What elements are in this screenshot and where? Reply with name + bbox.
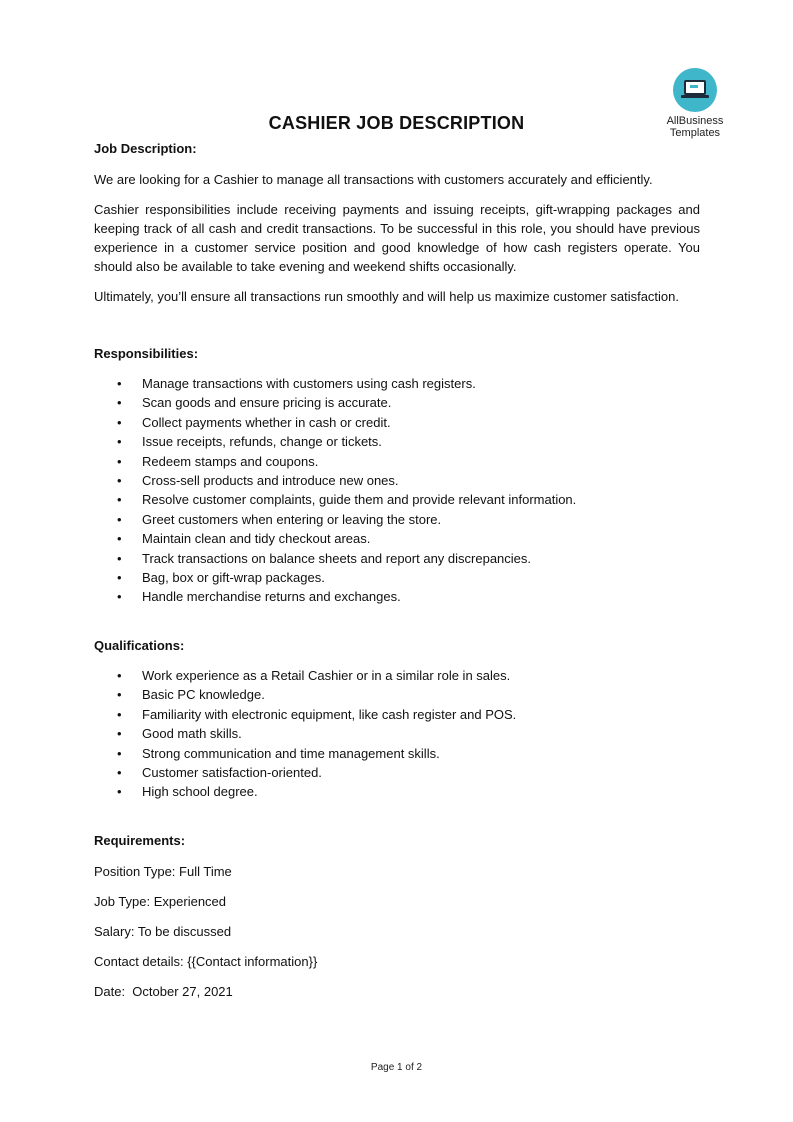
position-type: Position Type: Full Time	[94, 863, 232, 879]
job-description-heading: Job Description:	[94, 141, 197, 156]
list-item: • Customer satisfaction-oriented.	[94, 763, 700, 782]
list-item: • Strong communication and time management skills.	[94, 744, 700, 763]
responsibilities-list	[94, 374, 700, 607]
date: Date: October 27, 2021	[94, 983, 233, 999]
qualifications-heading: Qualifications:	[94, 637, 185, 653]
page-title: CASHIER JOB DESCRIPTION	[268, 113, 525, 133]
list-item: • Manage transactions with customers using cash registers.	[94, 374, 700, 393]
list-item: • Collect payments whether in cash or credit.	[94, 413, 700, 432]
list-item: • Issue receipts, refunds, change or tickets.	[94, 432, 700, 451]
list-item: • Familiarity with electronic equipment, like cash register and POS.	[94, 705, 700, 724]
list-item: • Resolve customer complaints, guide them and provide relevant information.	[94, 490, 700, 509]
qualifications-list	[94, 666, 700, 802]
list-item: • Work experience as a Retail Cashier or in a similar role in sales.	[94, 666, 700, 685]
laptop-icon	[673, 68, 717, 112]
document-body	[94, 140, 700, 1001]
page-number: Page 1 of 2	[370, 1062, 423, 1073]
list-item: • Maintain clean and tidy checkout areas.	[94, 529, 700, 548]
logo-line-1: AllBusiness	[666, 115, 724, 127]
list-item: • Good math skills.	[94, 724, 700, 743]
contact-details: Contact details: {{Contact information}}	[94, 953, 318, 969]
list-item: • High school degree.	[94, 782, 700, 801]
job-description-paragraph-2: Cashier responsibilities include receiving payments and issuing receipts, gift-wrapping packages and keeping track of all cash and credit transactions. To be successful in this role, you should have previous experience in a customer service position and good knowledge of how cash registers operate. You should also be available to take evening and weekend shifts occasionally.	[94, 202, 700, 274]
list-item: • Redeem stamps and coupons.	[94, 452, 700, 471]
job-type: Job Type: Experienced	[94, 893, 227, 909]
salary: Salary: To be discussed	[94, 923, 232, 939]
job-description-paragraph-1: We are looking for a Cashier to manage all transactions with customers accurately and efficiently.	[94, 172, 653, 187]
list-item: • Scan goods and ensure pricing is accurate.	[94, 393, 700, 412]
requirements-heading: Requirements:	[94, 832, 186, 848]
job-description-paragraph-3: Ultimately, you’ll ensure all transactions run smoothly and will help us maximize customer satisfaction.	[94, 289, 679, 304]
list-item: • Handle merchandise returns and exchanges.	[94, 587, 700, 606]
list-item: • Track transactions on balance sheets and report any discrepancies.	[94, 549, 700, 568]
list-item: • Basic PC knowledge.	[94, 685, 700, 704]
logo-line-2: Templates	[669, 127, 721, 139]
list-item: • Greet customers when entering or leaving the store.	[94, 510, 700, 529]
responsibilities-heading: Responsibilities:	[94, 346, 199, 361]
list-item: • Cross-sell products and introduce new ones.	[94, 471, 700, 490]
list-item: • Bag, box or gift-wrap packages.	[94, 568, 700, 587]
